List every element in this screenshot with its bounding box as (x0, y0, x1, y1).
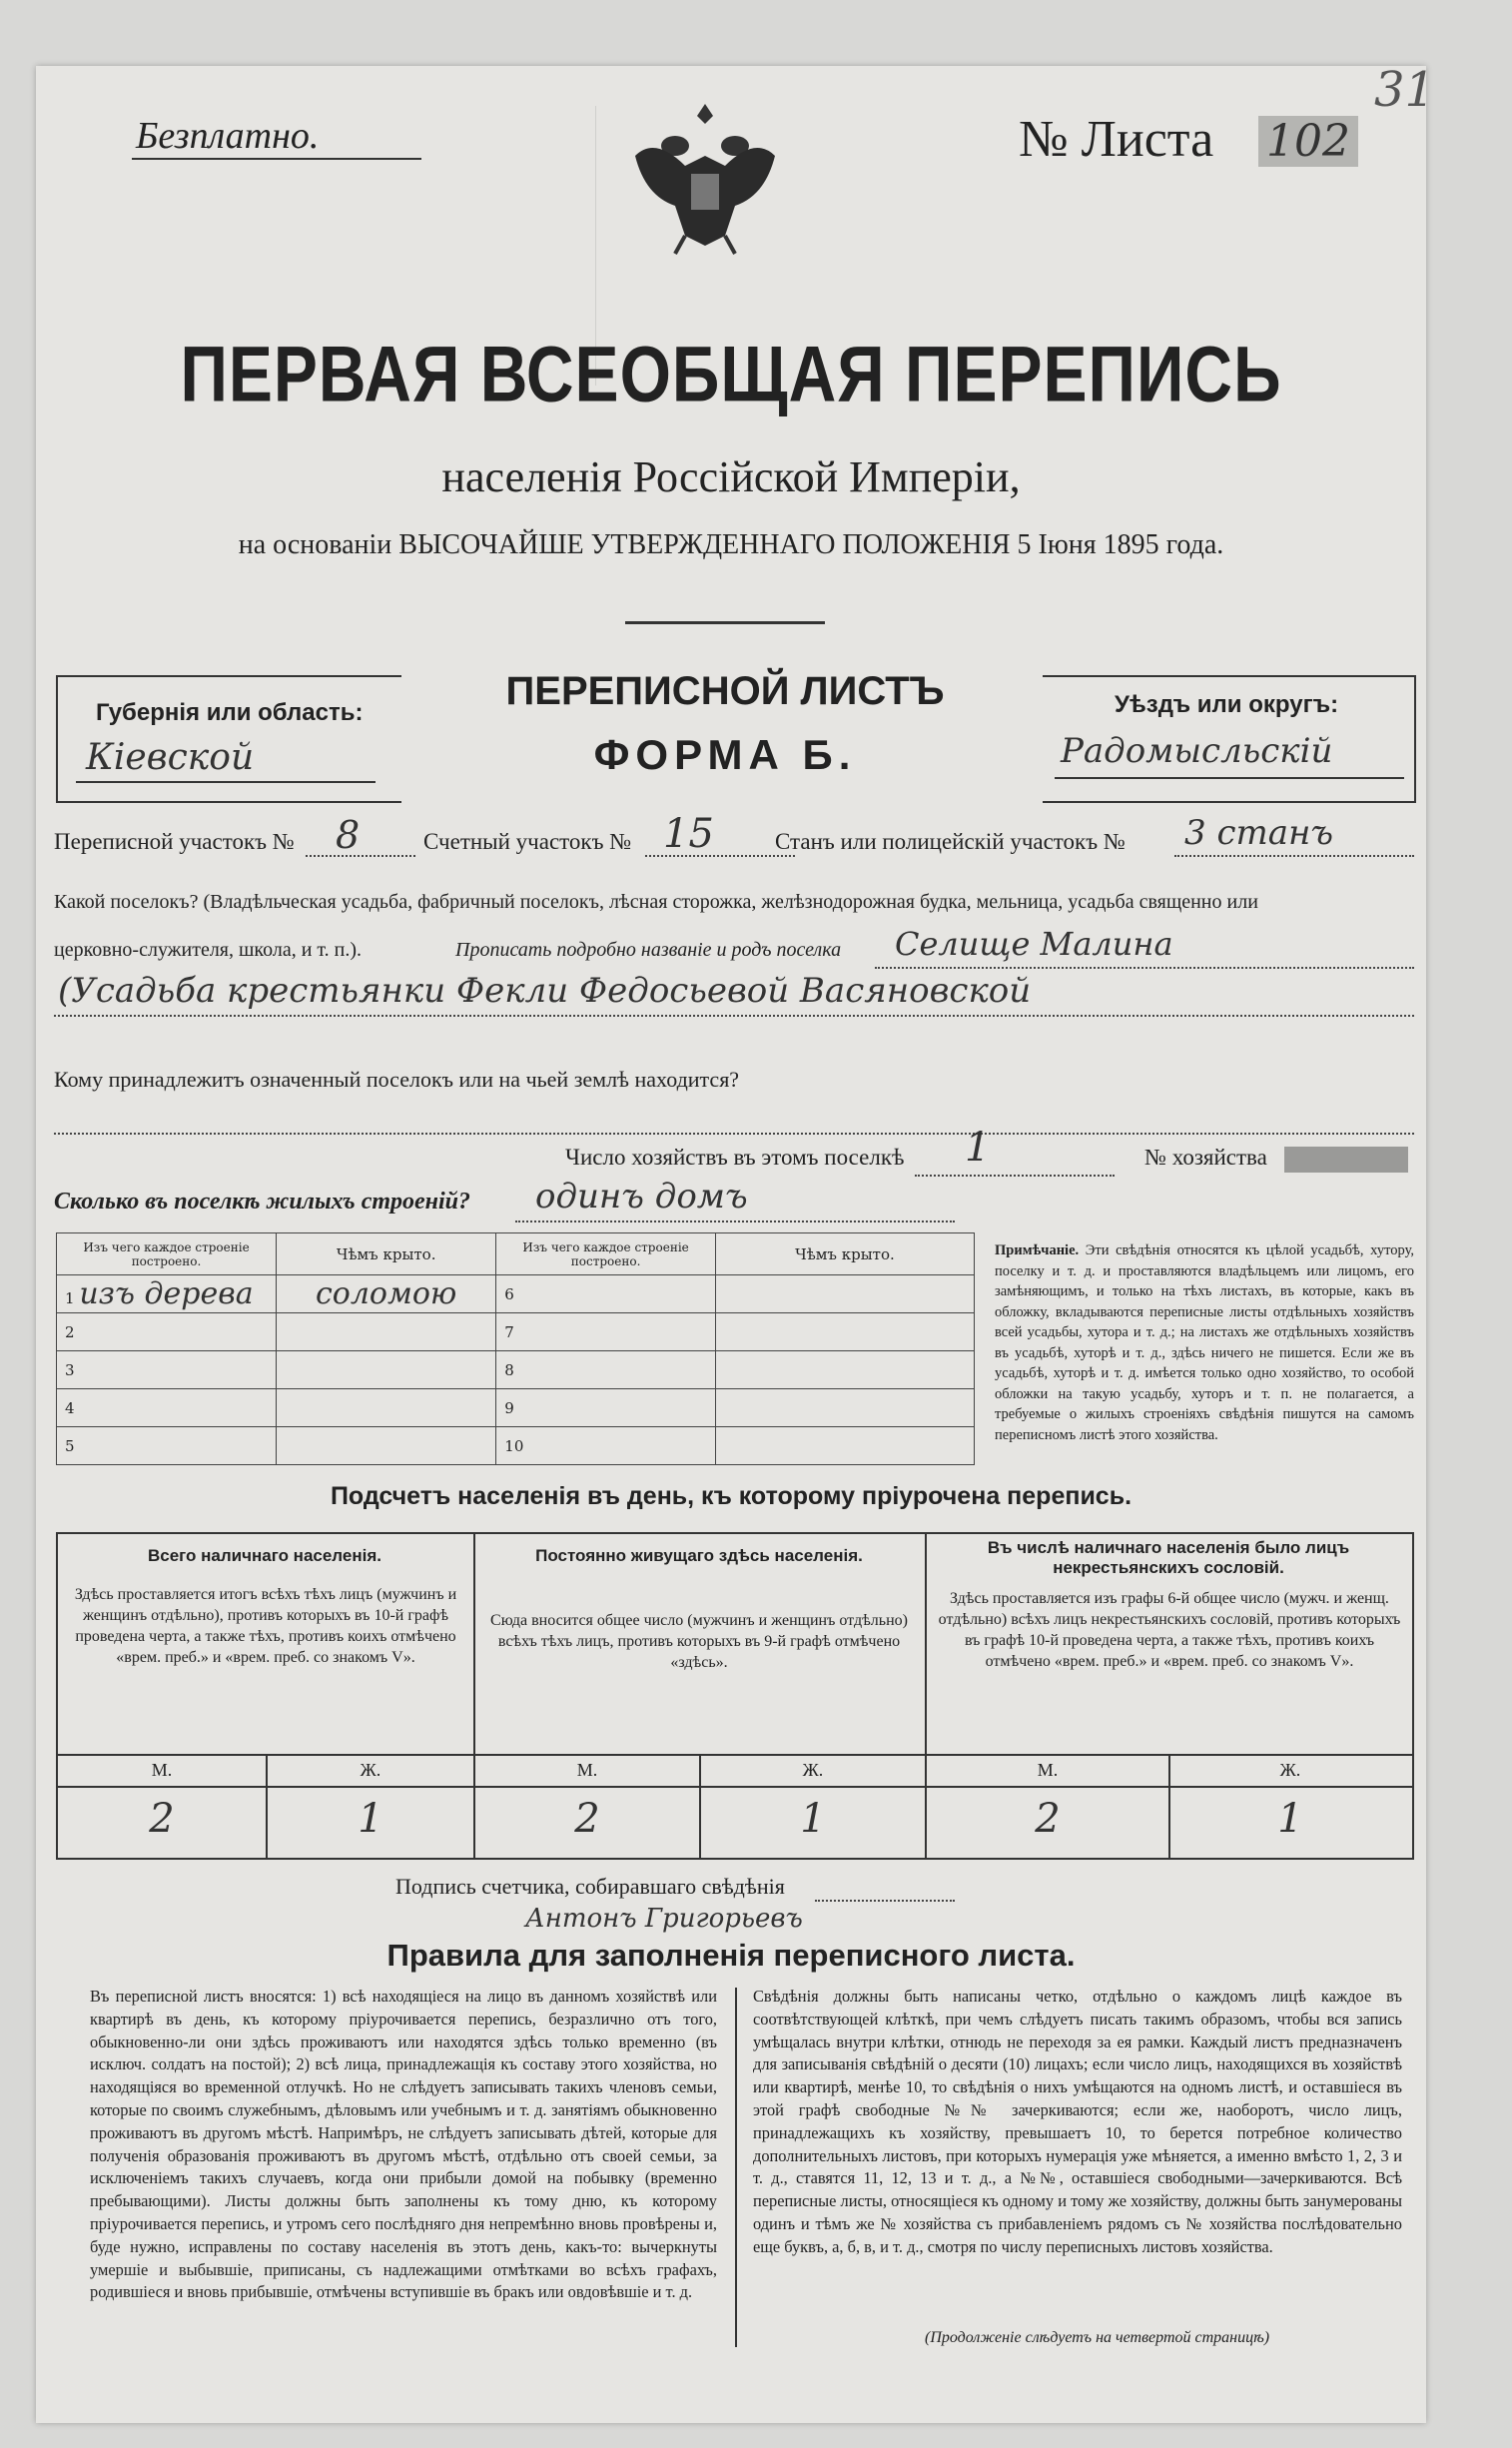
count-col3-text: Здѣсь проставляется изъ графы 6-й общее число (мужч. и женщ. отдѣльно) всѣхъ лицъ некрестьянскихъ сословій, противъ которыхъ въ графѣ 10-й проведена черта, а также тѣхъ, противъ коихъ отмѣчено «врем. преб.» и «врем. преб. со знакомъ V». (938, 1590, 1401, 1670)
note-text: Эти свѣдѣнія относятся къ цѣлой усадьбѣ, хутору, поселку и т. д. и проставляются владѣльцемъ или лицомъ, его замѣняющимъ, и только на тѣхъ листахъ, въ которые, какъ въ обложку, вкладываются переписные листы отдѣльныхъ хозяйствъ всей усадьбы, хутора и т. д.; на листахъ же отдѣльныхъ хозяйствъ въ усадьбѣ, хуторѣ и т. д., здѣсь ничего не пишется. Если же въ усадьбѣ, хуторѣ и т. д. имѣется только одно хозяйство, то особой обложки на такую усадьбу, хуторъ и т. п. не полагается, а требуемые о жилыхъ строеніяхъ свѣдѣнія пишутся на самомъ переписномъ листѣ этого хозяйства. (995, 1242, 1415, 1443)
count-heading: Подсчетъ населенія въ день, къ которому пріурочена перепись. (330, 1482, 1133, 1510)
census-section-value: 8 (336, 813, 361, 857)
table-row: 1 изъ дерева соломою 6 (57, 1275, 975, 1313)
count-value-1z: 1 (358, 1796, 383, 1842)
col-material-right: Изъ чего каждое строеніе построено. (496, 1233, 716, 1275)
settlement-label: Какой поселокъ? (Владѣльческая усадьба, фабричный поселокъ, лѣсная сторожка, желѣзнодорожная будка, мельница, усадьба священно или (54, 891, 1258, 913)
settlement-line-1 (875, 967, 1414, 969)
household-no-label: № хозяйства (1144, 1145, 1267, 1170)
buildings-line (515, 1221, 955, 1223)
free-label: Безплатно. (136, 115, 320, 157)
page-subtitle: населенія Россійской Имперіи, (441, 452, 1021, 501)
buildings-label: Сколько въ поселкѣ жилыхъ строеній? (54, 1189, 470, 1215)
count-section-label: Счетный участокъ № (423, 829, 632, 854)
households-label: Число хозяйствъ въ этомъ поселкѣ (565, 1145, 905, 1170)
police-label: Станъ или полицейскій участокъ № (775, 829, 1126, 854)
district-line (1055, 777, 1404, 779)
rules-title: Правила для заполненія переписного листа. (386, 1938, 1076, 1973)
settlement-label-2: церковно-служителя, школа, и т. п.). (54, 939, 362, 961)
count-col3-title: Въ числѣ наличнаго населенія было лицъ некрестьянскихъ сословій. (987, 1538, 1350, 1577)
count-value-3z: 1 (1277, 1796, 1303, 1842)
rules-divider (735, 1988, 737, 2347)
count-col1-title: Всего наличнаго населенія. (148, 1546, 381, 1565)
rules-continued: (Продолженіе слѣдуетъ на четвертой страницѣ) (925, 2329, 1270, 2346)
free-underline (132, 158, 421, 160)
corner-number: 31 (1374, 62, 1436, 118)
province-value: Кіевской (86, 737, 255, 778)
sheet-number-label: № Листа (1019, 111, 1214, 168)
province-line (76, 781, 376, 783)
table-row: 2 7 (57, 1313, 975, 1351)
coat-of-arms-icon (615, 86, 795, 266)
census-sheet: 31 Безплатно. № Листа 102 ПЕРВАЯ ВСЕОБЩАЯ ПЕРЕПИСЬ населенія Россійской Имперіи, на основаніи ВЫСОЧАЙШЕ УТВЕРЖДЕННАГО ПОЛОЖЕНІЯ 5 Іюня 1895 года. Губернія или область: Кіевской ПЕРЕПИСНОЙ ЛИСТЪ ФОРМА Б. Уѣздъ или округъ: Радомысльскій Переписной участокъ № 8 Счетный участокъ № 15 Станъ или полицейскій участокъ № 3 станъ Какой поселокъ? (Владѣльческая усадьба, фабричный поселокъ, лѣсная сторожка, желѣзнодорожная будка, мельница, усадьба священно или церковно-служителя, школа, и т. п.). Прописать подробно названіе и родъ поселка Селище Малина (Усадьба крестьянки Фекли Федосьевой Васяновской Кому принадлежитъ означенный поселокъ или на чьей землѣ находится? Число хозяйствъ въ этомъ поселкѣ 1 № хозяйства Сколько въ поселкѣ жилыхъ строеній? одинъ домъ Изъ чего каждое строеніе построено. Чѣмъ крыто. Изъ чего каждое строеніе построено. Чѣмъ крыто. 1 изъ дерева соломою 6 2 7 3 8 4 9 5 10 Примѣчаніе. Эти свѣдѣнія относятся къ цѣлой усадьбѣ, хутору, поселку и т. д. и проставляются владѣльцемъ или лицомъ, его замѣняющимъ, и только на тѣхъ листахъ, въ которые, какъ въ обложку, вкладываются переписные листы отдѣльныхъ хозяйствъ всей усадьбы, хутора и т. д.; на листахъ же отдѣльныхъ хозяйствъ въ усадьбѣ, хуторѣ и т. д., здѣсь ничего не пишется. Если же въ усадьбѣ, хуторѣ и т. д. имѣется только одно хозяйство, то особой обложки на такую усадьбу, хуторъ и т. п. не полагается, а требуемые о жилыхъ строеніяхъ свѣдѣнія пишутся на самомъ переписномъ листѣ этого хозяйства. Подсчетъ населенія въ день, къ которому пріурочена перепись. Всего наличнаго населенія. Здѣсь проставляется итогъ всѣхъ тѣхъ лицъ (мужчинъ и женщинъ отдѣльно), противъ которыхъ въ 10-й графѣ проведена черта, а также тѣхъ, противъ коихъ отмѣчено «врем. преб.» и «врем. преб. со знакомъ V». Постоянно живущаго здѣсь населенія. Сюда вносится общее число (мужчинъ и женщинъ отдѣльно) всѣхъ тѣхъ лицъ, противъ которыхъ въ 9-й графѣ отмѣчено «здѣсь». Въ числѣ наличнаго населенія было лицъ некрестьянскихъ сословій. Здѣсь проставляется изъ графы 6-й общее число (мужч. и женщ. отдѣльно) всѣхъ лицъ некрестьянскихъ сословій, противъ которыхъ въ графѣ 10-й проведена черта, а также тѣхъ, противъ коихъ отмѣчено «врем. преб.» и «врем. преб. со знакомъ V». М. Ж. М. Ж. М. Ж. 2 1 2 1 2 1 Подпись счетчика, собиравшаго свѣдѣнія Антонъ Григорьевъ Правила для заполненія переписного листа. Въ переписной листъ вносятся: 1) всѣ находящіеся на лицо въ данномъ хозяйствѣ или квартирѣ въ день, къ которому пріурочивается перепись, безразлично отъ того, обыкновенно-ли они здѣсь проживаютъ или находятся здѣсь только временно (въ исключ. солдатъ на постой); 2) всѣ лица, принадлежащія къ составу этого хозяйства, но находящіяся во временной отлучкѣ. Но не слѣдуетъ записывать такихъ членовъ семьи, которые по своимъ служебнымъ, дѣловымъ или учебнымъ и т. д. занятіямъ обыкновенно проживаютъ въ другомъ мѣстѣ. Напримѣръ, не слѣдуетъ записывать дѣтей, которые для полученія образованія проживаютъ въ другомъ мѣстѣ, отдѣльно отъ своей семьи, за исключеніемъ такихъ случаевъ, когда они прибыли домой на побывку (временно пребывающими). Листы должны быть заполнены къ тому дню, къ которому пріурочивается перепись, и утромъ сего послѣдняго дня непремѣнно вновь провѣрены и, буде нужно, исправлены по составу населенія въ этотъ день, какъ-то: вычеркнуты умершіе и выбывшіе, приписаны, съ надлежащими отмѣтками во всѣхъ графахъ, родившіеся и вновь прибывшіе, отмѣчены вступившіе въ бракъ или овдовѣвшіе и т. д. Свѣдѣнія должны быть написаны четко, отдѣльно о каждомъ лицѣ каждое въ соотвѣтствующей клѣткѣ, при чемъ слѣдуетъ писать такимъ образомъ, чтобы вся запись умѣщалась внутри клѣтки, отнюдь не переходя за ея рамки. Каждый листъ предназначенъ для записыванія свѣдѣній о десяти (10) лицахъ; если число лицъ, находящихся въ хозяйствѣ или квартирѣ, менѣе 10, то свѣдѣнія о нихъ умѣщаются на одномъ листѣ, и оставшіеся въ этой графѣ свободные №№ зачеркиваются; если же, наоборотъ, число лицъ, принадлежащихъ къ хозяйству, превышаетъ 10, то берется потребное количество дополнительныхъ листовъ, при которыхъ нумерація уже мѣняется, а именно вмѣсто 1, 2, 3 и т. д., ставятся 11, 12, 13 и т. д., а №№, оставшіеся свободными—зачеркиваются. Всѣ переписные листы, относящіеся къ одному и тому же хозяйству, должны быть занумерованы одинъ и тѣмъ же № хозяйства съ прибавленіемъ рядомъ съ № хозяйства послѣдовательно еще буквъ, а, б, в, и т. д., смотря по числу переписныхъ листовъ хозяйства. (Продолженіе слѣдуетъ на четвертой страницѣ) (36, 66, 1426, 2423)
count-section-line (645, 855, 795, 857)
legal-basis: на основаніи ВЫСОЧАЙШЕ УТВЕРЖДЕННАГО ПОЛОЖЕНІЯ 5 Іюня 1895 года. (238, 529, 1224, 560)
households-line (915, 1175, 1115, 1177)
rules-right: Свѣдѣнія должны быть написаны четко, отдѣльно о каждомъ лицѣ каждое въ соотвѣтствующей клѣткѣ, при чемъ слѣдуетъ писать такимъ образомъ, чтобы вся запись умѣщалась внутри клѣтки, отнюдь не переходя за ея рамки. Каждый листъ предназначенъ для записыванія свѣдѣній о десяти (10) лицахъ; если число лицъ, находящихся въ хозяйствѣ или квартирѣ, менѣе 10, то свѣдѣнія о нихъ умѣщаются на одномъ листѣ, и оставшіеся въ этой графѣ свободные №№ зачеркиваются; если же, наоборотъ, число лицъ, принадлежащихъ къ хозяйству, превышаетъ 10, то берется потребное количество дополнительныхъ листовъ, при которыхъ нумерація уже мѣняется, а именно вмѣсто 1, 2, 3 и т. д., ставятся 11, 12, 13 и т. д., а №№, оставшіеся свободными—зачеркиваются. Всѣ переписные листы, относящіеся къ одному и тому же хозяйству, должны быть занумерованы одинъ и тѣмъ же № хозяйства съ прибавленіемъ рядомъ съ № хозяйства послѣдовательно еще буквъ, а, б, в, и т. д., смотря по числу переписныхъ листовъ хозяйства. (753, 1987, 1402, 2256)
police-line (1174, 855, 1414, 857)
title-divider (625, 621, 825, 624)
count-section-value: 15 (663, 811, 714, 857)
form-label: ФОРМА Б. (593, 731, 857, 778)
col-material-left: Изъ чего каждое строеніе построено. (57, 1233, 277, 1275)
sheet-number-value: 102 (1258, 116, 1358, 167)
note-block (995, 1240, 1414, 1445)
count-col1-text: Здѣсь проставляется итогъ всѣхъ тѣхъ лицъ (мужчинъ и женщинъ отдѣльно), противъ которыхъ въ 10-й графѣ проведена черта, а также тѣхъ, противъ коихъ отмѣчено «врем. преб.» и «врем. преб. со знакомъ V». (74, 1586, 457, 1666)
col-roof-left: Чѣмъ крыто. (277, 1233, 496, 1275)
col-roof-right: Чѣмъ крыто. (715, 1233, 974, 1275)
buildings-table (56, 1232, 975, 1465)
owner-line (54, 1133, 1414, 1135)
count-value-2m: 2 (574, 1796, 600, 1842)
district-label: Уѣздъ или округъ: (1115, 691, 1339, 718)
police-value: 3 станъ (1184, 813, 1334, 853)
page-title: ПЕРВАЯ ВСЕОБЩАЯ ПЕРЕПИСЬ (180, 329, 1282, 418)
count-value-3m: 2 (1035, 1796, 1061, 1842)
signature-value: Антонъ Григорьевъ (525, 1904, 803, 1934)
settlement-line-2 (54, 1015, 1414, 1017)
household-no-redaction (1284, 1147, 1408, 1173)
settlement-value-2: (Усадьба крестьянки Фекли Федосьевой Васяновской (58, 971, 1032, 1011)
settlement-hint: Прописать подробно названіе и родъ поселка (455, 939, 842, 961)
table-row: 4 9 (57, 1389, 975, 1427)
census-section-line (306, 855, 415, 857)
form-title: ПЕРЕПИСНОЙ ЛИСТЪ (505, 669, 945, 713)
signature-line (815, 1900, 955, 1902)
table-row: 3 8 (57, 1351, 975, 1389)
count-col2-title: Постоянно живущаго здѣсь населенія. (535, 1546, 863, 1565)
district-value: Радомысльскій (1061, 731, 1333, 771)
buildings-value: одинъ домъ (535, 1177, 748, 1217)
province-label: Губернія или область: (96, 699, 364, 726)
settlement-value-1: Селище Малина (895, 925, 1173, 963)
rules-left: Въ переписной листъ вносятся: 1) всѣ находящіеся на лицо въ данномъ хозяйствѣ или квартирѣ въ день, къ которому пріурочивается перепись, безразлично отъ того, обыкновенно-ли они здѣсь проживаютъ или находятся здѣсь только временно (въ исключ. солдатъ на постой); 2) всѣ лица, принадлежащія къ составу этого хозяйства, но находящіяся во временной отлучкѣ. Но не слѣдуетъ записывать такихъ членовъ семьи, которые по своимъ служебнымъ, дѣловымъ или учебнымъ и т. д. занятіямъ обыкновенно проживаютъ въ другомъ мѣстѣ. Напримѣръ, не слѣдуетъ записывать дѣтей, которые для полученія образованія проживаютъ въ другомъ мѣстѣ, отдѣльно отъ своей семьи, за исключеніемъ такихъ случаевъ, когда они прибыли домой на побывку (временно пребывающими). Листы должны быть заполнены къ тому дню, къ которому пріурочивается перепись, и утромъ сего послѣдняго дня непремѣнно вновь провѣрены и, буде нужно, исправлены по составу населенія въ этотъ день, какъ-то: вычеркнуты умершіе и выбывшіе, приписаны, съ надлежащими отмѣтками во всѣхъ графахъ, родившіеся и вновь прибывшіе, отмѣчены вступившіе въ бракъ или овдовѣвшіе и т. д. (90, 1987, 717, 2302)
note-title: Примѣчаніе. (995, 1242, 1080, 1258)
count-value-2z: 1 (800, 1796, 826, 1842)
households-value: 1 (965, 1125, 991, 1171)
count-col2-text: Сюда вносится общее число (мужчинъ и женщинъ отдѣльно) всѣхъ тѣхъ лицъ, противъ которыхъ въ 9-й графѣ отмѣчено «здѣсь». (490, 1612, 908, 1671)
table-row: 5 10 (57, 1427, 975, 1465)
owner-label: Кому принадлежитъ означенный поселокъ или на чьей землѣ находится? (54, 1067, 740, 1092)
signature-label: Подпись счетчика, собиравшаго свѣдѣнія (395, 1874, 785, 1899)
census-section-label: Переписной участокъ № (54, 829, 295, 854)
count-value-1m: 2 (149, 1796, 175, 1842)
